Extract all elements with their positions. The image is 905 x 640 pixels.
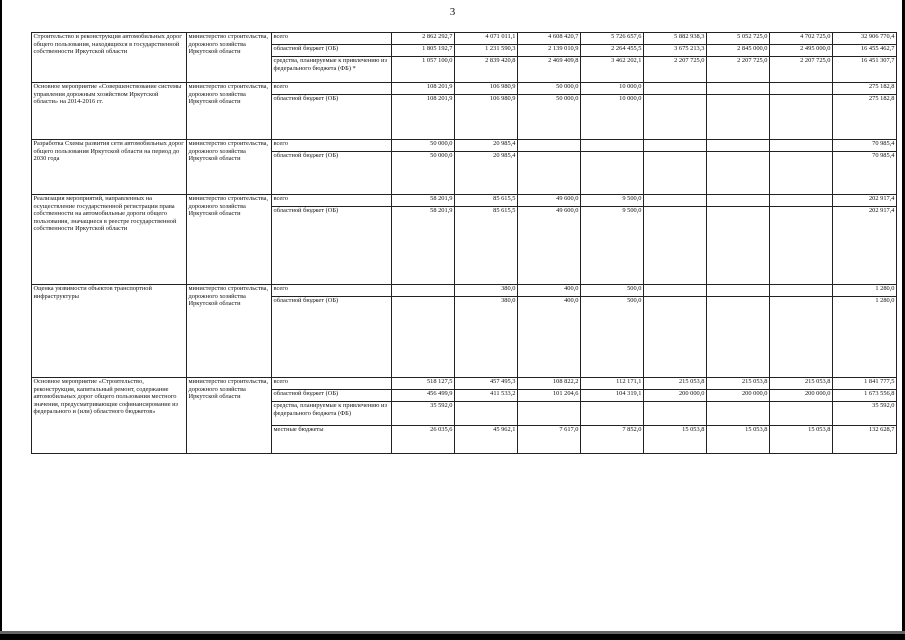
funding-source-cell: областной бюджет (ОБ) xyxy=(272,390,392,402)
amount-cell: 400,0 xyxy=(518,285,581,297)
amount-cell: 2 469 409,8 xyxy=(518,57,581,83)
amount-cell: 45 962,1 xyxy=(455,426,518,454)
amount-cell: 7 852,0 xyxy=(581,426,644,454)
amount-cell xyxy=(707,140,770,152)
amount-cell: 104 319,1 xyxy=(581,390,644,402)
total-amount-cell: 1 280,0 xyxy=(833,285,897,297)
amount-cell: 50 000,0 xyxy=(392,152,455,195)
amount-cell xyxy=(707,152,770,195)
amount-cell: 2 207 725,0 xyxy=(707,57,770,83)
amount-cell xyxy=(770,207,833,285)
total-amount-cell: 275 182,8 xyxy=(833,95,897,140)
amount-cell: 101 204,6 xyxy=(518,390,581,402)
amount-cell: 15 053,8 xyxy=(644,426,707,454)
amount-cell xyxy=(644,402,707,426)
amount-cell xyxy=(644,285,707,297)
scan-border-left xyxy=(0,0,2,640)
activity-name-cell: Реализация мероприятий, направленных на осуществление государственной регистрации права собственности на автомобильные дороги общего пользования, значащиеся в реестре государственной собственности Иркутской области xyxy=(32,195,187,285)
amount-cell: 20 985,4 xyxy=(455,152,518,195)
amount-cell: 50 000,0 xyxy=(392,140,455,152)
responsible-executor-cell: министерство строительства, дорожного хозяйства Иркутской области xyxy=(187,285,272,378)
amount-cell xyxy=(707,285,770,297)
amount-cell: 400,0 xyxy=(518,297,581,378)
amount-cell xyxy=(770,83,833,95)
funding-source-cell: областной бюджет (ОБ) xyxy=(272,152,392,195)
funding-source-cell: местные бюджеты xyxy=(272,426,392,454)
amount-cell: 500,0 xyxy=(581,285,644,297)
amount-cell: 85 615,5 xyxy=(455,207,518,285)
amount-cell xyxy=(644,195,707,207)
amount-cell: 4 608 420,7 xyxy=(518,33,581,45)
amount-cell: 3 675 213,3 xyxy=(644,45,707,57)
amount-cell xyxy=(707,95,770,140)
amount-cell: 1 057 100,0 xyxy=(392,57,455,83)
amount-cell: 215 053,8 xyxy=(644,378,707,390)
scan-border-bottom xyxy=(0,634,905,640)
amount-cell: 1 231 590,3 xyxy=(455,45,518,57)
amount-cell: 49 600,0 xyxy=(518,207,581,285)
page-number: 3 xyxy=(449,6,456,18)
amount-cell xyxy=(581,402,644,426)
amount-cell xyxy=(770,95,833,140)
amount-cell: 380,0 xyxy=(455,297,518,378)
table-row xyxy=(32,285,897,297)
funding-source-cell: всего xyxy=(272,140,392,152)
amount-cell: 15 053,8 xyxy=(770,426,833,454)
amount-cell: 500,0 xyxy=(581,297,644,378)
total-amount-cell: 70 985,4 xyxy=(833,152,897,195)
funding-source-cell: областной бюджет (ОБ) xyxy=(272,45,392,57)
amount-cell: 10 000,0 xyxy=(581,83,644,95)
amount-cell: 1 805 192,7 xyxy=(392,45,455,57)
amount-cell: 58 201,9 xyxy=(392,207,455,285)
amount-cell xyxy=(455,402,518,426)
activity-name-cell: Основное мероприятие «Строительство, реконструкция, капитальный ремонт, содержание автомобильных дорог общего пользования местного значения, предусматривающие софинансирование из федерального и (или) областного бюджетов» xyxy=(32,378,187,454)
amount-cell xyxy=(644,152,707,195)
amount-cell: 2 139 010,9 xyxy=(518,45,581,57)
amount-cell: 215 053,8 xyxy=(707,378,770,390)
amount-cell: 200 000,0 xyxy=(770,390,833,402)
amount-cell: 457 495,3 xyxy=(455,378,518,390)
amount-cell xyxy=(770,152,833,195)
responsible-executor-cell: министерство строительства, дорожного хозяйства Иркутской области xyxy=(187,378,272,454)
amount-cell: 5 882 938,3 xyxy=(644,33,707,45)
amount-cell: 49 600,0 xyxy=(518,195,581,207)
amount-cell: 108 201,9 xyxy=(392,95,455,140)
amount-cell: 50 000,0 xyxy=(518,95,581,140)
amount-cell xyxy=(707,207,770,285)
amount-cell: 108 201,9 xyxy=(392,83,455,95)
amount-cell: 106 980,9 xyxy=(455,95,518,140)
budget-table xyxy=(31,32,897,454)
amount-cell: 58 201,9 xyxy=(392,195,455,207)
amount-cell: 85 615,5 xyxy=(455,195,518,207)
amount-cell xyxy=(770,285,833,297)
amount-cell: 2 839 420,8 xyxy=(455,57,518,83)
total-amount-cell: 70 985,4 xyxy=(833,140,897,152)
table-body xyxy=(32,33,897,454)
amount-cell: 2 207 725,0 xyxy=(644,57,707,83)
funding-source-cell: всего xyxy=(272,285,392,297)
table-row xyxy=(32,83,897,95)
amount-cell xyxy=(581,152,644,195)
total-amount-cell: 132 628,7 xyxy=(833,426,897,454)
amount-cell: 380,0 xyxy=(455,285,518,297)
total-amount-cell: 202 917,4 xyxy=(833,195,897,207)
amount-cell: 10 000,0 xyxy=(581,95,644,140)
amount-cell xyxy=(518,152,581,195)
funding-source-cell: областной бюджет (ОБ) xyxy=(272,297,392,378)
amount-cell: 5 726 657,6 xyxy=(581,33,644,45)
activity-name-cell: Разработка Схемы развития сети автомобильных дорог общего пользования Иркутской области на период до 2030 года xyxy=(32,140,187,195)
table-row xyxy=(32,195,897,207)
amount-cell: 50 000,0 xyxy=(518,83,581,95)
amount-cell: 4 702 725,0 xyxy=(770,33,833,45)
amount-cell: 9 500,0 xyxy=(581,195,644,207)
amount-cell: 112 171,1 xyxy=(581,378,644,390)
amount-cell: 456 499,9 xyxy=(392,390,455,402)
amount-cell xyxy=(518,402,581,426)
amount-cell: 215 053,8 xyxy=(770,378,833,390)
amount-cell: 2 207 725,0 xyxy=(770,57,833,83)
responsible-executor-cell: министерство строительства, дорожного хозяйства Иркутской области xyxy=(187,33,272,83)
amount-cell xyxy=(770,297,833,378)
amount-cell: 2 845 000,0 xyxy=(707,45,770,57)
total-amount-cell: 1 841 777,5 xyxy=(833,378,897,390)
funding-source-cell: всего xyxy=(272,195,392,207)
amount-cell xyxy=(707,195,770,207)
total-amount-cell: 1 280,0 xyxy=(833,297,897,378)
amount-cell xyxy=(644,297,707,378)
amount-cell xyxy=(392,285,455,297)
amount-cell: 5 052 725,0 xyxy=(707,33,770,45)
amount-cell xyxy=(644,140,707,152)
amount-cell: 26 035,6 xyxy=(392,426,455,454)
amount-cell: 518 127,5 xyxy=(392,378,455,390)
amount-cell xyxy=(770,402,833,426)
total-amount-cell: 16 455 462,7 xyxy=(833,45,897,57)
amount-cell xyxy=(707,297,770,378)
amount-cell: 200 000,0 xyxy=(707,390,770,402)
amount-cell: 20 985,4 xyxy=(455,140,518,152)
activity-name-cell: Основное мероприятие «Совершенствование системы управления дорожным хозяйством Иркутской области» на 2014-2016 гг. xyxy=(32,83,187,140)
funding-source-cell: областной бюджет (ОБ) xyxy=(272,95,392,140)
amount-cell: 106 980,9 xyxy=(455,83,518,95)
total-amount-cell: 275 182,8 xyxy=(833,83,897,95)
responsible-executor-cell: министерство строительства, дорожного хозяйства Иркутской области xyxy=(187,195,272,285)
activity-name-cell: Строительство и реконструкция автомобильных дорог общего пользования, находящихся в государственной собственности Иркутской области xyxy=(32,33,187,83)
funding-source-cell: всего xyxy=(272,378,392,390)
amount-cell: 411 533,2 xyxy=(455,390,518,402)
table-row xyxy=(32,378,897,390)
amount-cell: 108 822,2 xyxy=(518,378,581,390)
amount-cell xyxy=(518,140,581,152)
total-amount-cell: 202 917,4 xyxy=(833,207,897,285)
funding-source-cell: всего xyxy=(272,33,392,45)
table-row xyxy=(32,140,897,152)
amount-cell: 9 500,0 xyxy=(581,207,644,285)
amount-cell xyxy=(707,83,770,95)
amount-cell: 200 000,0 xyxy=(644,390,707,402)
total-amount-cell: 1 673 556,8 xyxy=(833,390,897,402)
funding-source-cell: средства, планируемые к привлечению из федерального бюджета (ФБ) * xyxy=(272,57,392,83)
total-amount-cell: 16 451 307,7 xyxy=(833,57,897,83)
amount-cell: 35 592,0 xyxy=(392,402,455,426)
amount-cell: 4 071 011,1 xyxy=(455,33,518,45)
responsible-executor-cell: министерство строительства, дорожного хозяйства Иркутской области xyxy=(187,140,272,195)
amount-cell: 2 862 292,7 xyxy=(392,33,455,45)
amount-cell xyxy=(644,83,707,95)
funding-source-cell: средства, планируемые к привлечению из федерального бюджета (ФБ) xyxy=(272,402,392,426)
amount-cell xyxy=(644,207,707,285)
funding-source-cell: всего xyxy=(272,83,392,95)
amount-cell: 2 495 000,0 xyxy=(770,45,833,57)
table-row xyxy=(32,33,897,45)
responsible-executor-cell: министерство строительства, дорожного хозяйства Иркутской области xyxy=(187,83,272,140)
amount-cell xyxy=(581,140,644,152)
amount-cell: 15 053,8 xyxy=(707,426,770,454)
amount-cell xyxy=(770,140,833,152)
amount-cell: 3 462 202,1 xyxy=(581,57,644,83)
amount-cell: 2 264 455,5 xyxy=(581,45,644,57)
funding-source-cell: областной бюджет (ОБ) xyxy=(272,207,392,285)
amount-cell xyxy=(644,95,707,140)
activity-name-cell: Оценка уязвимости объектов транспортной инфраструктуры xyxy=(32,285,187,378)
total-amount-cell: 35 592,0 xyxy=(833,402,897,426)
total-amount-cell: 32 906 770,4 xyxy=(833,33,897,45)
amount-cell xyxy=(392,297,455,378)
amount-cell xyxy=(770,195,833,207)
amount-cell xyxy=(707,402,770,426)
amount-cell: 7 617,0 xyxy=(518,426,581,454)
